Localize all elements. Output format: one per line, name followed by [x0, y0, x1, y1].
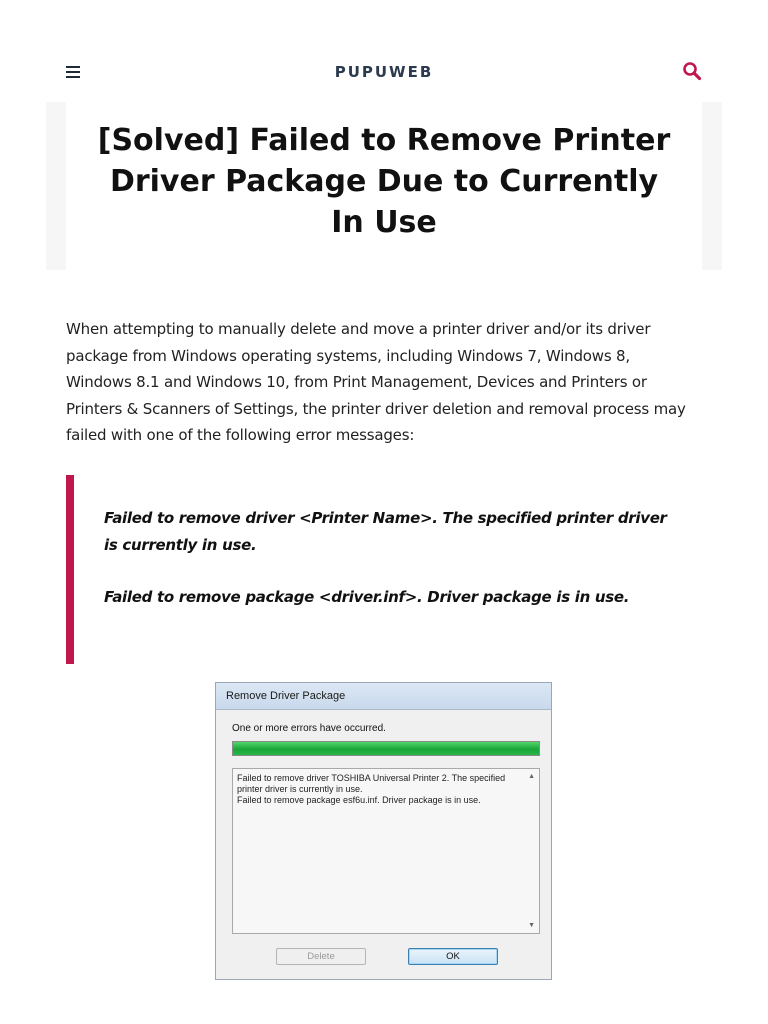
page-title: [Solved] Failed to Remove Printer Driver Package Due to Currently In Use	[97, 123, 671, 240]
error-details-text: Failed to remove driver TOSHIBA Universal Printer 2. The specified printer driver is currently in use. Failed to remove package esf6u.inf. Driver package is in use.	[237, 773, 506, 805]
site-header	[0, 0, 768, 100]
title-card	[46, 102, 722, 270]
progress-fill	[233, 742, 539, 755]
progress-bar	[232, 741, 540, 756]
dialog-titlebar	[216, 683, 551, 710]
error-details-box[interactable]	[232, 768, 540, 934]
delete-button[interactable]: Delete	[276, 948, 366, 965]
scroll-up-arrow-icon[interactable]: ▲	[528, 773, 535, 780]
quote-line-package: Failed to remove package <driver.inf>. Driver package is in use.	[104, 588, 630, 606]
title-card-inner	[66, 102, 702, 270]
dialog-title: Remove Driver Package	[226, 690, 346, 702]
quote-line-driver: Failed to remove driver <Printer Name>. The specified printer driver is currently in use.	[104, 509, 667, 554]
intro-paragraph: When attempting to manually delete and move a printer driver and/or its driver package from Windows operating systems, including Windows 7, Windows 8, Windows 8.1 and Windows 10, from Print Management, Devices and Printers or Printers & Scanners of Settings, the printer driver deletion and removal process may failed with one of the following error messages:	[66, 320, 686, 445]
error-blockquote	[66, 475, 686, 664]
search-icon[interactable]	[682, 61, 702, 81]
remove-driver-package-dialog	[215, 682, 552, 980]
scroll-down-arrow-icon[interactable]: ▼	[528, 922, 535, 929]
dialog-message: One or more errors have occurred.	[232, 723, 386, 734]
site-logo[interactable]: PUPUWEB	[334, 63, 434, 81]
ok-button[interactable]: OK	[408, 948, 498, 965]
